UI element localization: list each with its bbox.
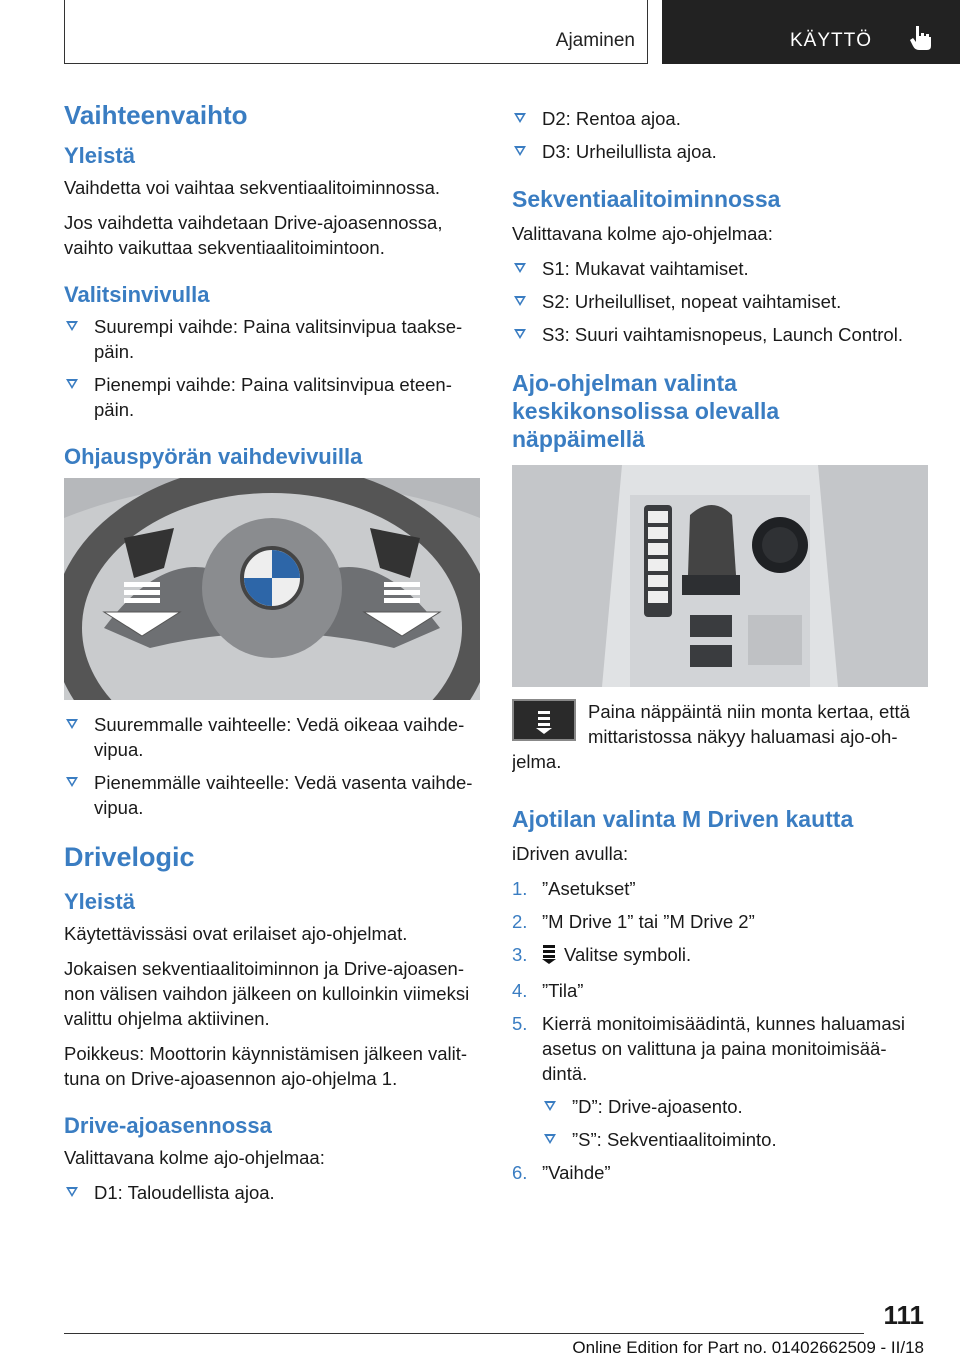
heading-ajo-ohjelman-valinta: Ajo-ohjelman valinta keskikonsolissa olevalla näppäimellä [512,370,780,452]
list-item: 3. Valitse symboli. [512,942,928,970]
triangle-bullet-icon [514,263,526,273]
triangle-bullet-icon [544,1134,556,1144]
header-section-title: Ajaminen [555,30,635,51]
right-column [512,106,928,1193]
bullet-list [542,1094,928,1152]
bullet-list [64,314,480,422]
steering-wheel-image [64,478,480,700]
list-item: 2. ”M Drive 1” tai ”M Drive 2” [512,911,755,932]
list-item: 5. Kierrä monitoimisäädintä, kunnes haluamasi asetus on valittuna ja paina monitoimisää-dintä. ”D”: Drive-ajoasento. ”S”: Sekventiaalitoiminto. [512,1011,928,1152]
drive-mode-button-icon [512,699,576,741]
paragraph: Valittavana kolme ajo-ohjelmaa: [512,223,773,244]
bullet-list [512,106,928,164]
triangle-bullet-icon [514,329,526,339]
triangle-bullet-icon [514,146,526,156]
triangle-bullet-icon [544,1101,556,1111]
heading-ohjauspyoran-vaihdevivuilla: Ohjauspyörän vaihdevivuilla [64,444,363,469]
list-item: Suuremmalle vaihteelle: Vedä oikeaa vaihde-vipua. [64,712,480,762]
list-item: ”D”: Drive-ajoasento. [542,1094,928,1119]
list-item: D3: Urheilullista ajoa. [512,139,928,164]
heading-drive-ajoasennossa: Drive-ajoasennossa [64,1113,272,1138]
paragraph: Käytettävissäsi ovat erilaiset ajo-ohjelmat. [64,923,408,944]
heading-yleista: Yleistä [64,889,135,914]
heading-sekventiaalitoiminnossa: Sekventiaalitoiminnossa [512,186,781,212]
list-item: S2: Urheilulliset, nopeat vaihtamiset. [512,289,928,314]
section-title-drivelogic: Drivelogic [64,842,195,872]
paragraph: Valittavana kolme ajo-ohjelmaa: [64,1147,325,1168]
list-item: ”S”: Sekventiaalitoiminto. [542,1127,928,1152]
bullet-list [64,1180,480,1205]
paragraph: Poikkeus: Moottorin käynnistämisen jälkeen valit-tuna on Drive-ajoasennon ajo-ohjelma 1. [64,1043,468,1089]
page-header [0,0,960,66]
paragraph: Jokaisen sekventiaalitoiminnon ja Drive-ajoasen-non välisen vaihdon jälkeen on kulloinkin viimeksi valittu ohjelma aktiivinen. [64,958,470,1029]
hand-pointer-icon [908,24,934,57]
list-item: D1: Taloudellista ajoa. [64,1180,480,1205]
button-description [512,699,928,784]
list-item: 6. ”Vaihde” [512,1162,611,1183]
header-chapter-tab [662,0,960,64]
heading-valitsinvivulla: Valitsinvivulla [64,282,210,307]
triangle-bullet-icon [66,379,78,389]
list-item: D2: Rentoa ajoa. [512,106,928,131]
paddle-symbol-icon [542,944,556,970]
bullet-list [64,712,480,820]
list-item: Suurempi vaihde: Paina valitsinvipua taakse-päin. [64,314,480,364]
center-console-image [512,465,928,687]
numbered-list [512,876,928,1185]
page-number: 111 [883,1300,924,1330]
triangle-bullet-icon [66,321,78,331]
paragraph: Vaihdetta voi vaihtaa sekventiaalitoiminnossa. [64,177,441,198]
triangle-bullet-icon [66,777,78,787]
footer-divider [64,1333,864,1334]
header-chapter-label: KÄYTTÖ [790,30,873,51]
heading-yleista: Yleistä [64,143,135,168]
header-section-box [64,0,648,64]
paragraph: Paina näppäintä niin monta kertaa, että mittaristossa näkyy haluamasi ajo-oh-jelma. [512,701,910,772]
list-item: Pienemmälle vaihteelle: Vedä vasenta vaihde-vipua. [64,770,480,820]
list-item: S3: Suuri vaihtamisnopeus, Launch Control. [512,322,928,347]
triangle-bullet-icon [66,1187,78,1197]
heading-ajotilan-valinta: Ajotilan valinta M Driven kautta [512,806,854,832]
section-title-vaihteenvaihto: Vaihteenvaihto [64,100,248,130]
list-item: Pienempi vaihde: Paina valitsinvipua eteen-päin. [64,372,480,422]
paragraph: iDriven avulla: [512,843,629,864]
list-item: S1: Mukavat vaihtamiset. [512,256,928,281]
list-item: 4. ”Tila” [512,980,584,1001]
triangle-bullet-icon [514,113,526,123]
left-column [64,100,480,1213]
list-item: 1. ”Asetukset” [512,878,636,899]
footer-edition: Online Edition for Part no. 01402662509 - II/18 [572,1338,924,1357]
triangle-bullet-icon [514,296,526,306]
bullet-list [512,256,928,347]
paragraph: Jos vaihdetta vaihdetaan Drive-ajoasennossa, vaihto vaikuttaa sekventiaalitoimintoon. [64,212,443,258]
triangle-bullet-icon [66,719,78,729]
